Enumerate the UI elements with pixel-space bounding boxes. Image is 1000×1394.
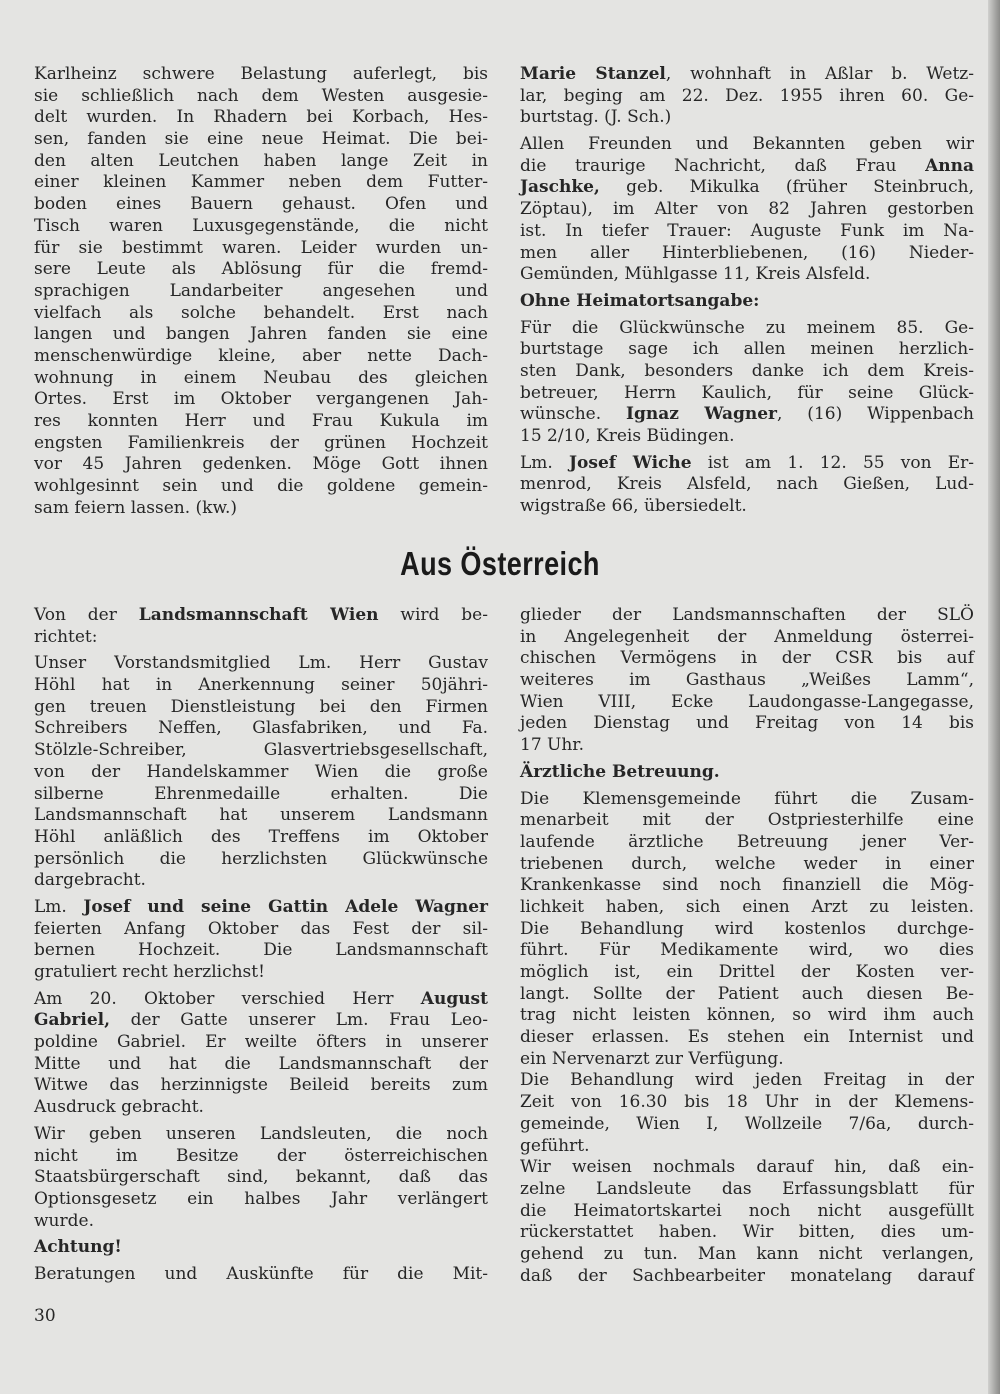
- paragraph: [34, 64, 488, 519]
- text-line: gehend zu tun. Man kann nicht verlangen,: [520, 1243, 974, 1264]
- subheading: [520, 762, 974, 784]
- paragraph: [34, 989, 488, 1119]
- scan-edge: [988, 0, 1000, 1394]
- text-line: führt. Für Medikamente wird, wo dies: [520, 940, 974, 961]
- text-line: trag nicht leisten können, so wird ihm auch: [520, 1005, 974, 1026]
- text-line: den alten Leutchen haben lange Zeit in: [34, 150, 488, 171]
- text-line: [34, 897, 488, 919]
- subheading: [34, 1237, 488, 1259]
- text-line: richtet:: [34, 626, 98, 647]
- text-line: Mitte und hat die Landsmannschaft der: [34, 1053, 488, 1074]
- bold-name: Ignaz Wagner: [626, 404, 777, 425]
- text-line: persönlich die herzlichsten Glückwünsche: [34, 848, 488, 869]
- text-line: Staatsbürgerschaft sind, bekannt, daß das: [34, 1167, 488, 1188]
- text-run: Lm.: [520, 452, 569, 473]
- text-line: menrod, Kreis Alsfeld, nach Gießen, Lud-: [520, 474, 974, 495]
- text-line: Zeit von 16.30 bis 18 Uhr in der Klemens-: [520, 1092, 974, 1113]
- text-line: Landsmannschaft hat unserem Landsmann: [34, 805, 488, 826]
- page-number: 30: [34, 1306, 56, 1326]
- text-line: poldine Gabriel. Er weilte öfters in unserer: [34, 1032, 488, 1053]
- text-line: wohnung in einem Neubau des gleichen: [34, 367, 488, 388]
- paragraph: [34, 897, 488, 984]
- subheading: [520, 291, 974, 313]
- text-line: für sie bestimmt waren. Leider wurden un-: [34, 237, 488, 258]
- text-line: [520, 64, 974, 86]
- text-line: Wir weisen nochmals darauf hin, daß ein-: [520, 1157, 974, 1178]
- text-line: triebenen durch, welche weder in einer: [520, 853, 974, 874]
- text-line: ist. In tiefer Trauer: Auguste Funk im Na-: [520, 220, 974, 241]
- text-line: Karlheinz schwere Belastung auferlegt, bis: [34, 64, 488, 84]
- bold-name: Anna: [925, 155, 974, 176]
- bold-name: Josef Wiche: [569, 452, 692, 473]
- paragraph: [520, 453, 974, 518]
- text-run: ist am 1. 12. 55 von Er-: [691, 452, 975, 473]
- text-line: Ortes. Erst im Oktober vergangenen Jah-: [34, 389, 488, 410]
- text-line: nicht im Besitze der österreichischen: [34, 1145, 488, 1166]
- text-line: betreuer, Herrn Kaulich, für seine Glück-: [520, 382, 974, 403]
- paragraph: [34, 1124, 488, 1232]
- column-bottom-left: [34, 605, 488, 1291]
- text-line: Die Klemensgemeinde führt die Zusam-: [520, 788, 974, 809]
- text-run: der Gatte unserer Lm. Frau Leo-: [110, 1010, 488, 1031]
- text-line: Achtung!: [34, 1237, 122, 1258]
- text-run: , wohnhaft in Aßlar b. Wetz-: [665, 64, 974, 84]
- text-line: Die Behandlung wird kostenlos durchge-: [520, 918, 974, 939]
- text-line: Beratungen und Auskünfte für die Mit-: [34, 1263, 488, 1284]
- text-line: wigstraße 66, übersiedelt.: [520, 496, 747, 517]
- text-run: Am 20. Oktober verschied Herr: [34, 988, 421, 1009]
- text-line: chischen Vermögens in der CSR bis auf: [520, 648, 974, 669]
- text-line: Allen Freunden und Bekannten geben wir: [520, 134, 974, 155]
- text-line: Krankenkasse sind noch finanziell die Mög-: [520, 875, 974, 896]
- text-line: von der Handelskammer Wien die große: [34, 761, 488, 782]
- text-line: Ärztliche Betreuung.: [520, 761, 720, 782]
- bold-name: August: [420, 988, 488, 1009]
- text-line: [520, 177, 974, 199]
- paragraph: [520, 605, 974, 757]
- text-line: wurde.: [34, 1210, 94, 1231]
- text-line: vielfach als solche behandelt. Erst nach: [34, 302, 488, 323]
- text-line: sen, fanden sie eine neue Heimat. Die bei-: [34, 129, 488, 150]
- text-line: langen und bangen Jahren fanden sie eine: [34, 324, 488, 345]
- text-line: gemeinde, Wien I, Wollzeile 7/6a, durch-: [520, 1113, 974, 1134]
- text-line: glieder der Landsmannschaften der SLÖ: [520, 605, 974, 625]
- text-line: Zöptau), im Alter von 82 Jahren gestorben: [520, 199, 974, 220]
- text-line: men aller Hinterbliebenen, (16) Nieder-: [520, 242, 974, 263]
- text-line: Stölzle-Schreiber, Glasvertriebsgesellschaft,: [34, 740, 488, 761]
- text-line: Schreibers Neffen, Glasfabriken, und Fa.: [34, 718, 488, 739]
- text-line: delt wurden. In Rhadern bei Korbach, Hes-: [34, 107, 488, 128]
- text-line: die Heimatortskartei noch nicht ausgefüllt: [520, 1200, 974, 1221]
- paragraph: [520, 318, 974, 448]
- text-line: langt. Sollte der Patient auch diesen Be-: [520, 983, 974, 1004]
- text-run: wird be-: [378, 605, 488, 625]
- text-line: engsten Familienkreis der grünen Hochzeit: [34, 432, 488, 453]
- text-line: menschenwürdige kleine, aber nette Dach-: [34, 345, 488, 366]
- text-line: Höhl hat in Anerkennung seiner 50jähri-: [34, 675, 488, 696]
- column-top-right: [520, 64, 974, 523]
- text-line: menarbeit mit der Ostpriesterhilfe eine: [520, 810, 974, 831]
- text-line: zelne Landsleute das Erfassungsblatt für: [520, 1178, 974, 1199]
- text-line: in Angelegenheit der Anmeldung österrei-: [520, 626, 974, 647]
- text-line: Optionsgesetz ein halbes Jahr verlängert: [34, 1188, 488, 1209]
- bold-name: Marie Stanzel: [520, 64, 666, 84]
- text-line: geführt.: [520, 1135, 590, 1156]
- bold-name: Gabriel,: [34, 1010, 111, 1031]
- text-line: Unser Vorstandsmitglied Lm. Herr Gustav: [34, 653, 488, 674]
- text-line: Witwe das herzinnigste Beileid bereits zum: [34, 1075, 488, 1096]
- text-line: bernen Hochzeit. Die Landsmannschaft: [34, 940, 488, 961]
- text-line: dargebracht.: [34, 870, 146, 891]
- text-line: dieser erlassen. Es stehen ein Internist und: [520, 1027, 974, 1048]
- section-title: Aus Österreich: [400, 545, 600, 582]
- text-line: burtstag. (J. Sch.): [520, 107, 672, 128]
- text-run: wünsche.: [520, 404, 627, 425]
- text-run: Von der: [34, 605, 139, 625]
- text-line: sie schließlich nach dem Westen ausgesie-: [34, 85, 488, 106]
- text-line: gen treuen Dienstleistung bei den Firmen: [34, 696, 488, 717]
- text-line: silberne Ehrenmedaille erhalten. Die: [34, 783, 488, 804]
- text-line: sten Dank, besonders danke ich dem Kreis-: [520, 360, 974, 381]
- text-run: , (16) Wippenbach: [776, 404, 974, 425]
- text-line: feierten Anfang Oktober das Fest der sil-: [34, 918, 488, 939]
- text-line: Für die Glückwünsche zu meinem 85. Ge-: [520, 317, 974, 338]
- column-top-left: [34, 64, 488, 524]
- text-run: geb. Mikulka (früher Steinbruch,: [599, 177, 974, 198]
- bold-name: Jaschke,: [520, 177, 600, 198]
- text-line: [34, 989, 488, 1011]
- text-line: weiteres im Gasthaus „Weißes Lamm“,: [520, 670, 974, 691]
- text-line: sprachigen Landarbeiter angesehen und: [34, 280, 488, 301]
- text-line: lar, beging am 22. Dez. 1955 ihren 60. Ge-: [520, 85, 974, 106]
- text-line: 15 2/10, Kreis Büdingen.: [520, 426, 735, 446]
- text-line: möglich ist, ein Drittel der Kosten ver-: [520, 962, 974, 982]
- text-line: daß der Sachbearbeiter monatelang darauf: [520, 1265, 974, 1286]
- text-line: Tisch waren Luxusgegenstände, die nicht: [34, 215, 488, 236]
- paragraph: [520, 1157, 974, 1287]
- text-line: [520, 156, 974, 178]
- text-line: boden eines Bauern gehaust. Ofen und: [34, 194, 488, 215]
- bold-name: Josef und seine Gattin Adele Wagner: [83, 896, 488, 917]
- column-bottom-right: [520, 605, 974, 1292]
- text-line: [520, 404, 974, 426]
- text-run: Lm.: [34, 896, 84, 917]
- bold-name: Landsmannschaft Wien: [138, 605, 379, 625]
- paragraph: [34, 605, 488, 648]
- text-line: Höhl anläßlich des Treffens im Oktober: [34, 826, 488, 847]
- text-line: burtstage sage ich allen meinen herzlich-: [520, 339, 974, 360]
- text-line: Ohne Heimatortsangabe:: [520, 290, 760, 311]
- text-line: Wir geben unseren Landsleuten, die noch: [34, 1123, 488, 1144]
- text-line: lichkeit haben, sich einen Arzt zu leisten.: [520, 896, 974, 917]
- text-line: Gemünden, Mühlgasse 11, Kreis Alsfeld.: [520, 264, 871, 285]
- paragraph: [520, 789, 974, 1071]
- paragraph: [34, 653, 488, 892]
- text-line: Die Behandlung wird jeden Freitag in der: [520, 1070, 974, 1091]
- paragraph: [34, 1264, 488, 1286]
- text-line: [34, 1010, 488, 1032]
- text-line: ein Nervenarzt zur Verfügung.: [520, 1048, 784, 1069]
- text-line: Wien VIII, Ecke Laudongasse-Langegasse,: [520, 691, 974, 712]
- text-line: rückerstattet haben. Wir bitten, dies um-: [520, 1222, 974, 1243]
- text-line: sam feiern lassen. (kw.): [34, 497, 238, 518]
- text-line: res konnten Herr und Frau Kukula im: [34, 411, 488, 431]
- paragraph: [520, 64, 974, 129]
- text-line: sere Leute als Ablösung für die fremd-: [34, 259, 488, 280]
- text-line: [520, 453, 974, 475]
- text-line: jeden Dienstag und Freitag von 14 bis: [520, 713, 974, 734]
- text-line: 17 Uhr.: [520, 735, 584, 756]
- text-line: gratuliert recht herzlichst!: [34, 962, 265, 982]
- text-line: Ausdruck gebracht.: [34, 1097, 204, 1118]
- text-run: die traurige Nachricht, daß Frau: [520, 155, 926, 176]
- paragraph: [520, 134, 974, 286]
- text-line: laufende ärztliche Betreuung jener Ver-: [520, 831, 974, 852]
- text-line: wohlgesinnt sein und die goldene gemein-: [34, 476, 488, 497]
- text-line: [34, 605, 488, 627]
- paragraph: [520, 1070, 974, 1157]
- text-line: vor 45 Jahren gedenken. Möge Gott ihnen: [34, 454, 488, 475]
- text-line: einer kleinen Kammer neben dem Futter-: [34, 172, 488, 193]
